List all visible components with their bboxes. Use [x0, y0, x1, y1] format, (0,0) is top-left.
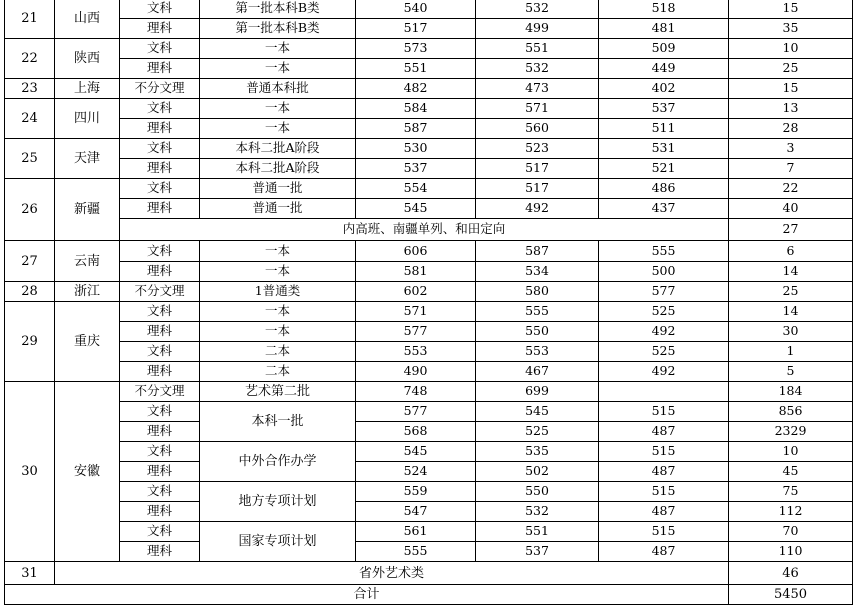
province-name: 四川 — [55, 99, 120, 139]
row-number: 30 — [4, 382, 55, 562]
subject-track: 文科 — [120, 482, 200, 502]
subject-track: 理科 — [120, 199, 200, 219]
subject-track: 文科 — [120, 139, 200, 159]
score-min: 486 — [599, 179, 729, 199]
score-avg: 502 — [476, 462, 599, 482]
score-avg: 499 — [476, 19, 599, 39]
batch-name: 普通一批 — [200, 199, 356, 219]
score-min: 511 — [599, 119, 729, 139]
score-avg: 535 — [476, 442, 599, 462]
plan-count: 27 — [729, 219, 853, 241]
subject-track: 理科 — [120, 119, 200, 139]
score-avg: 534 — [476, 262, 599, 282]
plan-count: 10 — [729, 442, 853, 462]
subject-track: 不分文理 — [120, 282, 200, 302]
score-min: 487 — [599, 422, 729, 442]
plan-count: 25 — [729, 282, 853, 302]
batch-name: 地方专项计划 — [200, 482, 356, 522]
plan-count: 856 — [729, 402, 853, 422]
score-max: 602 — [356, 282, 476, 302]
score-max: 553 — [356, 342, 476, 362]
score-max: 573 — [356, 39, 476, 59]
province-name: 山西 — [55, 0, 120, 39]
score-max: 571 — [356, 302, 476, 322]
batch-name: 一本 — [200, 39, 356, 59]
subject-track: 文科 — [120, 241, 200, 262]
score-min: 402 — [599, 79, 729, 99]
score-avg: 560 — [476, 119, 599, 139]
province-name: 云南 — [55, 241, 120, 282]
score-avg: 571 — [476, 99, 599, 119]
batch-name: 一本 — [200, 241, 356, 262]
score-min: 525 — [599, 302, 729, 322]
province-name: 浙江 — [55, 282, 120, 302]
batch-name: 普通一批 — [200, 179, 356, 199]
plan-count: 75 — [729, 482, 853, 502]
score-min: 492 — [599, 322, 729, 342]
row-number: 21 — [4, 0, 55, 39]
score-avg: 699 — [476, 382, 599, 402]
batch-name: 普通本科批 — [200, 79, 356, 99]
score-max: 545 — [356, 442, 476, 462]
score-max: 748 — [356, 382, 476, 402]
score-min: 515 — [599, 442, 729, 462]
score-avg: 532 — [476, 0, 599, 19]
score-avg: 587 — [476, 241, 599, 262]
batch-name: 1普通类 — [200, 282, 356, 302]
plan-count: 28 — [729, 119, 853, 139]
score-min: 531 — [599, 139, 729, 159]
batch-name: 一本 — [200, 262, 356, 282]
score-max: 581 — [356, 262, 476, 282]
plan-count: 30 — [729, 322, 853, 342]
score-max: 561 — [356, 522, 476, 542]
score-avg: 550 — [476, 322, 599, 342]
score-avg: 517 — [476, 179, 599, 199]
plan-count: 14 — [729, 302, 853, 322]
row-number: 26 — [4, 179, 55, 241]
subject-track: 理科 — [120, 502, 200, 522]
batch-name: 一本 — [200, 322, 356, 342]
subject-track: 不分文理 — [120, 79, 200, 99]
score-min: 518 — [599, 0, 729, 19]
row-label: 省外艺术类 — [55, 562, 729, 585]
row-number: 25 — [4, 139, 55, 179]
subject-track: 文科 — [120, 522, 200, 542]
plan-count: 3 — [729, 139, 853, 159]
plan-count: 15 — [729, 79, 853, 99]
plan-count: 10 — [729, 39, 853, 59]
plan-count: 15 — [729, 0, 853, 19]
total-count: 5450 — [729, 585, 853, 605]
score-avg: 473 — [476, 79, 599, 99]
batch-name: 二本 — [200, 342, 356, 362]
score-min: 537 — [599, 99, 729, 119]
subject-track: 不分文理 — [120, 382, 200, 402]
batch-name: 艺术第二批 — [200, 382, 356, 402]
subject-track: 文科 — [120, 99, 200, 119]
score-min: 481 — [599, 19, 729, 39]
row-number: 24 — [4, 99, 55, 139]
score-max: 547 — [356, 502, 476, 522]
score-max: 577 — [356, 322, 476, 342]
batch-name: 本科一批 — [200, 402, 356, 442]
score-avg: 532 — [476, 502, 599, 522]
score-avg: 555 — [476, 302, 599, 322]
score-avg: 532 — [476, 59, 599, 79]
score-avg: 517 — [476, 159, 599, 179]
plan-count: 25 — [729, 59, 853, 79]
row-number: 29 — [4, 302, 55, 382]
score-max: 606 — [356, 241, 476, 262]
province-name: 安徽 — [55, 382, 120, 562]
score-max: 551 — [356, 59, 476, 79]
plan-count: 40 — [729, 199, 853, 219]
batch-name: 第一批本科B类 — [200, 19, 356, 39]
subject-track: 文科 — [120, 342, 200, 362]
subject-track: 文科 — [120, 302, 200, 322]
subject-track: 文科 — [120, 402, 200, 422]
plan-count: 70 — [729, 522, 853, 542]
subject-track: 理科 — [120, 19, 200, 39]
batch-name: 中外合作办学 — [200, 442, 356, 482]
score-max: 482 — [356, 79, 476, 99]
score-min: 515 — [599, 522, 729, 542]
batch-name: 本科二批A阶段 — [200, 159, 356, 179]
batch-name: 一本 — [200, 119, 356, 139]
batch-name: 本科二批A阶段 — [200, 139, 356, 159]
subject-track: 理科 — [120, 462, 200, 482]
subject-track: 文科 — [120, 179, 200, 199]
score-avg: 492 — [476, 199, 599, 219]
special-program: 内高班、南疆单列、和田定向 — [120, 219, 729, 241]
score-min: 492 — [599, 362, 729, 382]
score-avg: 545 — [476, 402, 599, 422]
score-min: 525 — [599, 342, 729, 362]
score-min: 437 — [599, 199, 729, 219]
plan-count: 13 — [729, 99, 853, 119]
score-min — [599, 382, 729, 402]
subject-track: 理科 — [120, 542, 200, 562]
score-avg: 467 — [476, 362, 599, 382]
score-avg: 525 — [476, 422, 599, 442]
row-number: 23 — [4, 79, 55, 99]
score-max: 517 — [356, 19, 476, 39]
score-max: 555 — [356, 542, 476, 562]
subject-track: 理科 — [120, 59, 200, 79]
score-max: 545 — [356, 199, 476, 219]
plan-count: 1 — [729, 342, 853, 362]
score-max: 577 — [356, 402, 476, 422]
plan-count: 2329 — [729, 422, 853, 442]
score-max: 584 — [356, 99, 476, 119]
batch-name: 一本 — [200, 59, 356, 79]
score-min: 509 — [599, 39, 729, 59]
score-min: 521 — [599, 159, 729, 179]
score-max: 554 — [356, 179, 476, 199]
plan-count: 46 — [729, 562, 853, 585]
batch-name: 一本 — [200, 302, 356, 322]
batch-name: 第一批本科B类 — [200, 0, 356, 19]
score-avg: 553 — [476, 342, 599, 362]
score-max: 587 — [356, 119, 476, 139]
score-avg: 550 — [476, 482, 599, 502]
subject-track: 文科 — [120, 442, 200, 462]
score-min: 500 — [599, 262, 729, 282]
plan-count: 35 — [729, 19, 853, 39]
subject-track: 文科 — [120, 0, 200, 19]
plan-count: 45 — [729, 462, 853, 482]
plan-count: 112 — [729, 502, 853, 522]
province-name: 上海 — [55, 79, 120, 99]
score-min: 515 — [599, 402, 729, 422]
score-avg: 537 — [476, 542, 599, 562]
score-max: 540 — [356, 0, 476, 19]
score-min: 487 — [599, 542, 729, 562]
province-name: 陕西 — [55, 39, 120, 79]
batch-name: 二本 — [200, 362, 356, 382]
row-number: 22 — [4, 39, 55, 79]
subject-track: 理科 — [120, 362, 200, 382]
province-name: 天津 — [55, 139, 120, 179]
plan-count: 22 — [729, 179, 853, 199]
total-label: 合计 — [4, 585, 729, 605]
subject-track: 理科 — [120, 159, 200, 179]
score-min: 515 — [599, 482, 729, 502]
plan-count: 5 — [729, 362, 853, 382]
score-max: 524 — [356, 462, 476, 482]
score-max: 490 — [356, 362, 476, 382]
batch-name: 国家专项计划 — [200, 522, 356, 562]
plan-count: 184 — [729, 382, 853, 402]
plan-count: 6 — [729, 241, 853, 262]
plan-count: 14 — [729, 262, 853, 282]
score-avg: 523 — [476, 139, 599, 159]
plan-count: 110 — [729, 542, 853, 562]
score-min: 449 — [599, 59, 729, 79]
score-max: 530 — [356, 139, 476, 159]
score-min: 577 — [599, 282, 729, 302]
subject-track: 文科 — [120, 39, 200, 59]
row-number: 28 — [4, 282, 55, 302]
subject-track: 理科 — [120, 262, 200, 282]
subject-track: 理科 — [120, 322, 200, 342]
subject-track: 理科 — [120, 422, 200, 442]
score-max: 559 — [356, 482, 476, 502]
score-min: 487 — [599, 502, 729, 522]
score-min: 555 — [599, 241, 729, 262]
row-number: 31 — [4, 562, 55, 585]
row-number: 27 — [4, 241, 55, 282]
province-name: 重庆 — [55, 302, 120, 382]
score-avg: 580 — [476, 282, 599, 302]
score-avg: 551 — [476, 522, 599, 542]
score-max: 568 — [356, 422, 476, 442]
plan-count: 7 — [729, 159, 853, 179]
score-avg: 551 — [476, 39, 599, 59]
score-max: 537 — [356, 159, 476, 179]
province-name: 新疆 — [55, 179, 120, 241]
batch-name: 一本 — [200, 99, 356, 119]
score-min: 487 — [599, 462, 729, 482]
